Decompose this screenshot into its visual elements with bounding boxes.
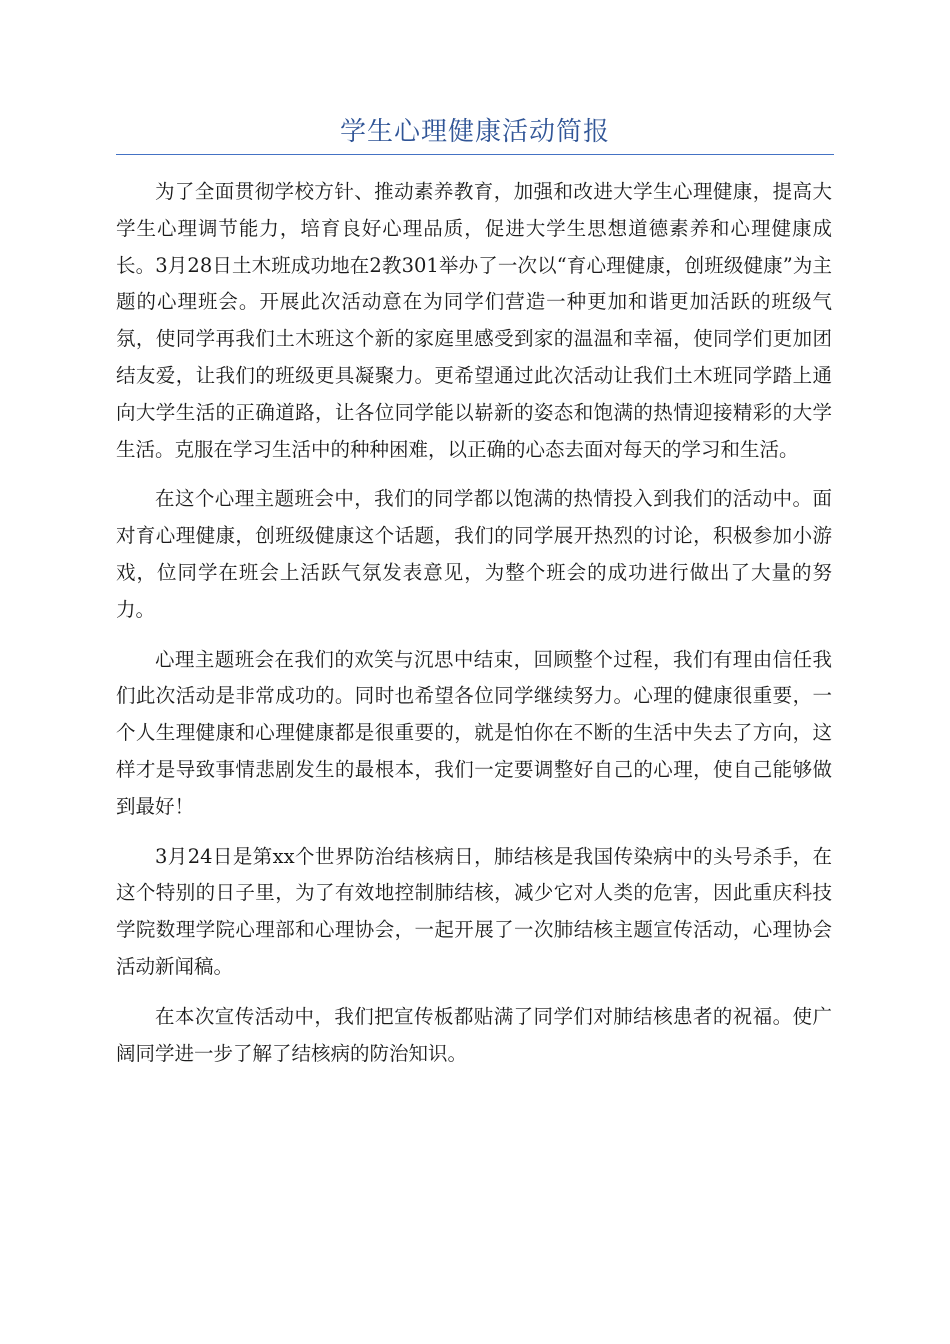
paragraph: 为了全面贯彻学校方针、推动素养教育，加强和改进大学生心理健康，提高大学生心理调节能力，培育良好心理品质，促进大学生思想道德素养和心理健康成长。3月28日土木班成功地在2教301举办了一次以“育心理健康，创班级健康”为主题的心理班会。开展此次活动意在为同学们营造一种更加和谐更加活跃的班级气氛，使同学再我们土木班这个新的家庭里感受到家的温温和幸福，使同学们更加团结友爱，让我们的班级更具凝聚力。更希望通过此次活动让我们土木班同学踏上通向大学生活的正确道路，让各位同学能以崭新的姿态和饱满的热情迎接精彩的大学生活。克服在学习生活中的种种困难，以正确的心态去面对每天的学习和生活。 (116, 180, 832, 461)
paragraph: 在这个心理主题班会中，我们的同学都以饱满的热情投入到我们的活动中。面对育心理健康，创班级健康这个话题，我们的同学展开热烈的讨论，积极参加小游戏，位同学在班会上活跃气氛发表意见，为整个班会的成功进行做出了大量的努力。 (116, 487, 832, 621)
paragraph: 3月24日是第xx个世界防治结核病日，肺结核是我国传染病中的头号杀手，在这个特别的日子里，为了有效地控制肺结核，减少它对人类的危害，因此重庆科技学院数理学院心理部和心理协会，一起开展了一次肺结核主题宣传活动，心理协会活动新闻稿。 (116, 844, 832, 978)
title-underline (116, 154, 834, 155)
paragraph: 在本次宣传活动中，我们把宣传板都贴满了同学们对肺结核患者的祝福。使广阔同学进一步了解了结核病的防治知识。 (116, 1004, 832, 1065)
document-body (116, 174, 832, 1085)
paragraph: 心理主题班会在我们的欢笑与沉思中结束，回顾整个过程，我们有理由信任我们此次活动是非常成功的。同时也希望各位同学继续努力。心理的健康很重要，一个人生理健康和心理健康都是很重要的，就是怕你在不断的生活中失去了方向，这样才是导致事情悲剧发生的最根本，我们一定要调整好自己的心理，使自己能够做到最好！ (116, 647, 832, 818)
document-title: 学生心理健康活动简报 (339, 117, 610, 147)
